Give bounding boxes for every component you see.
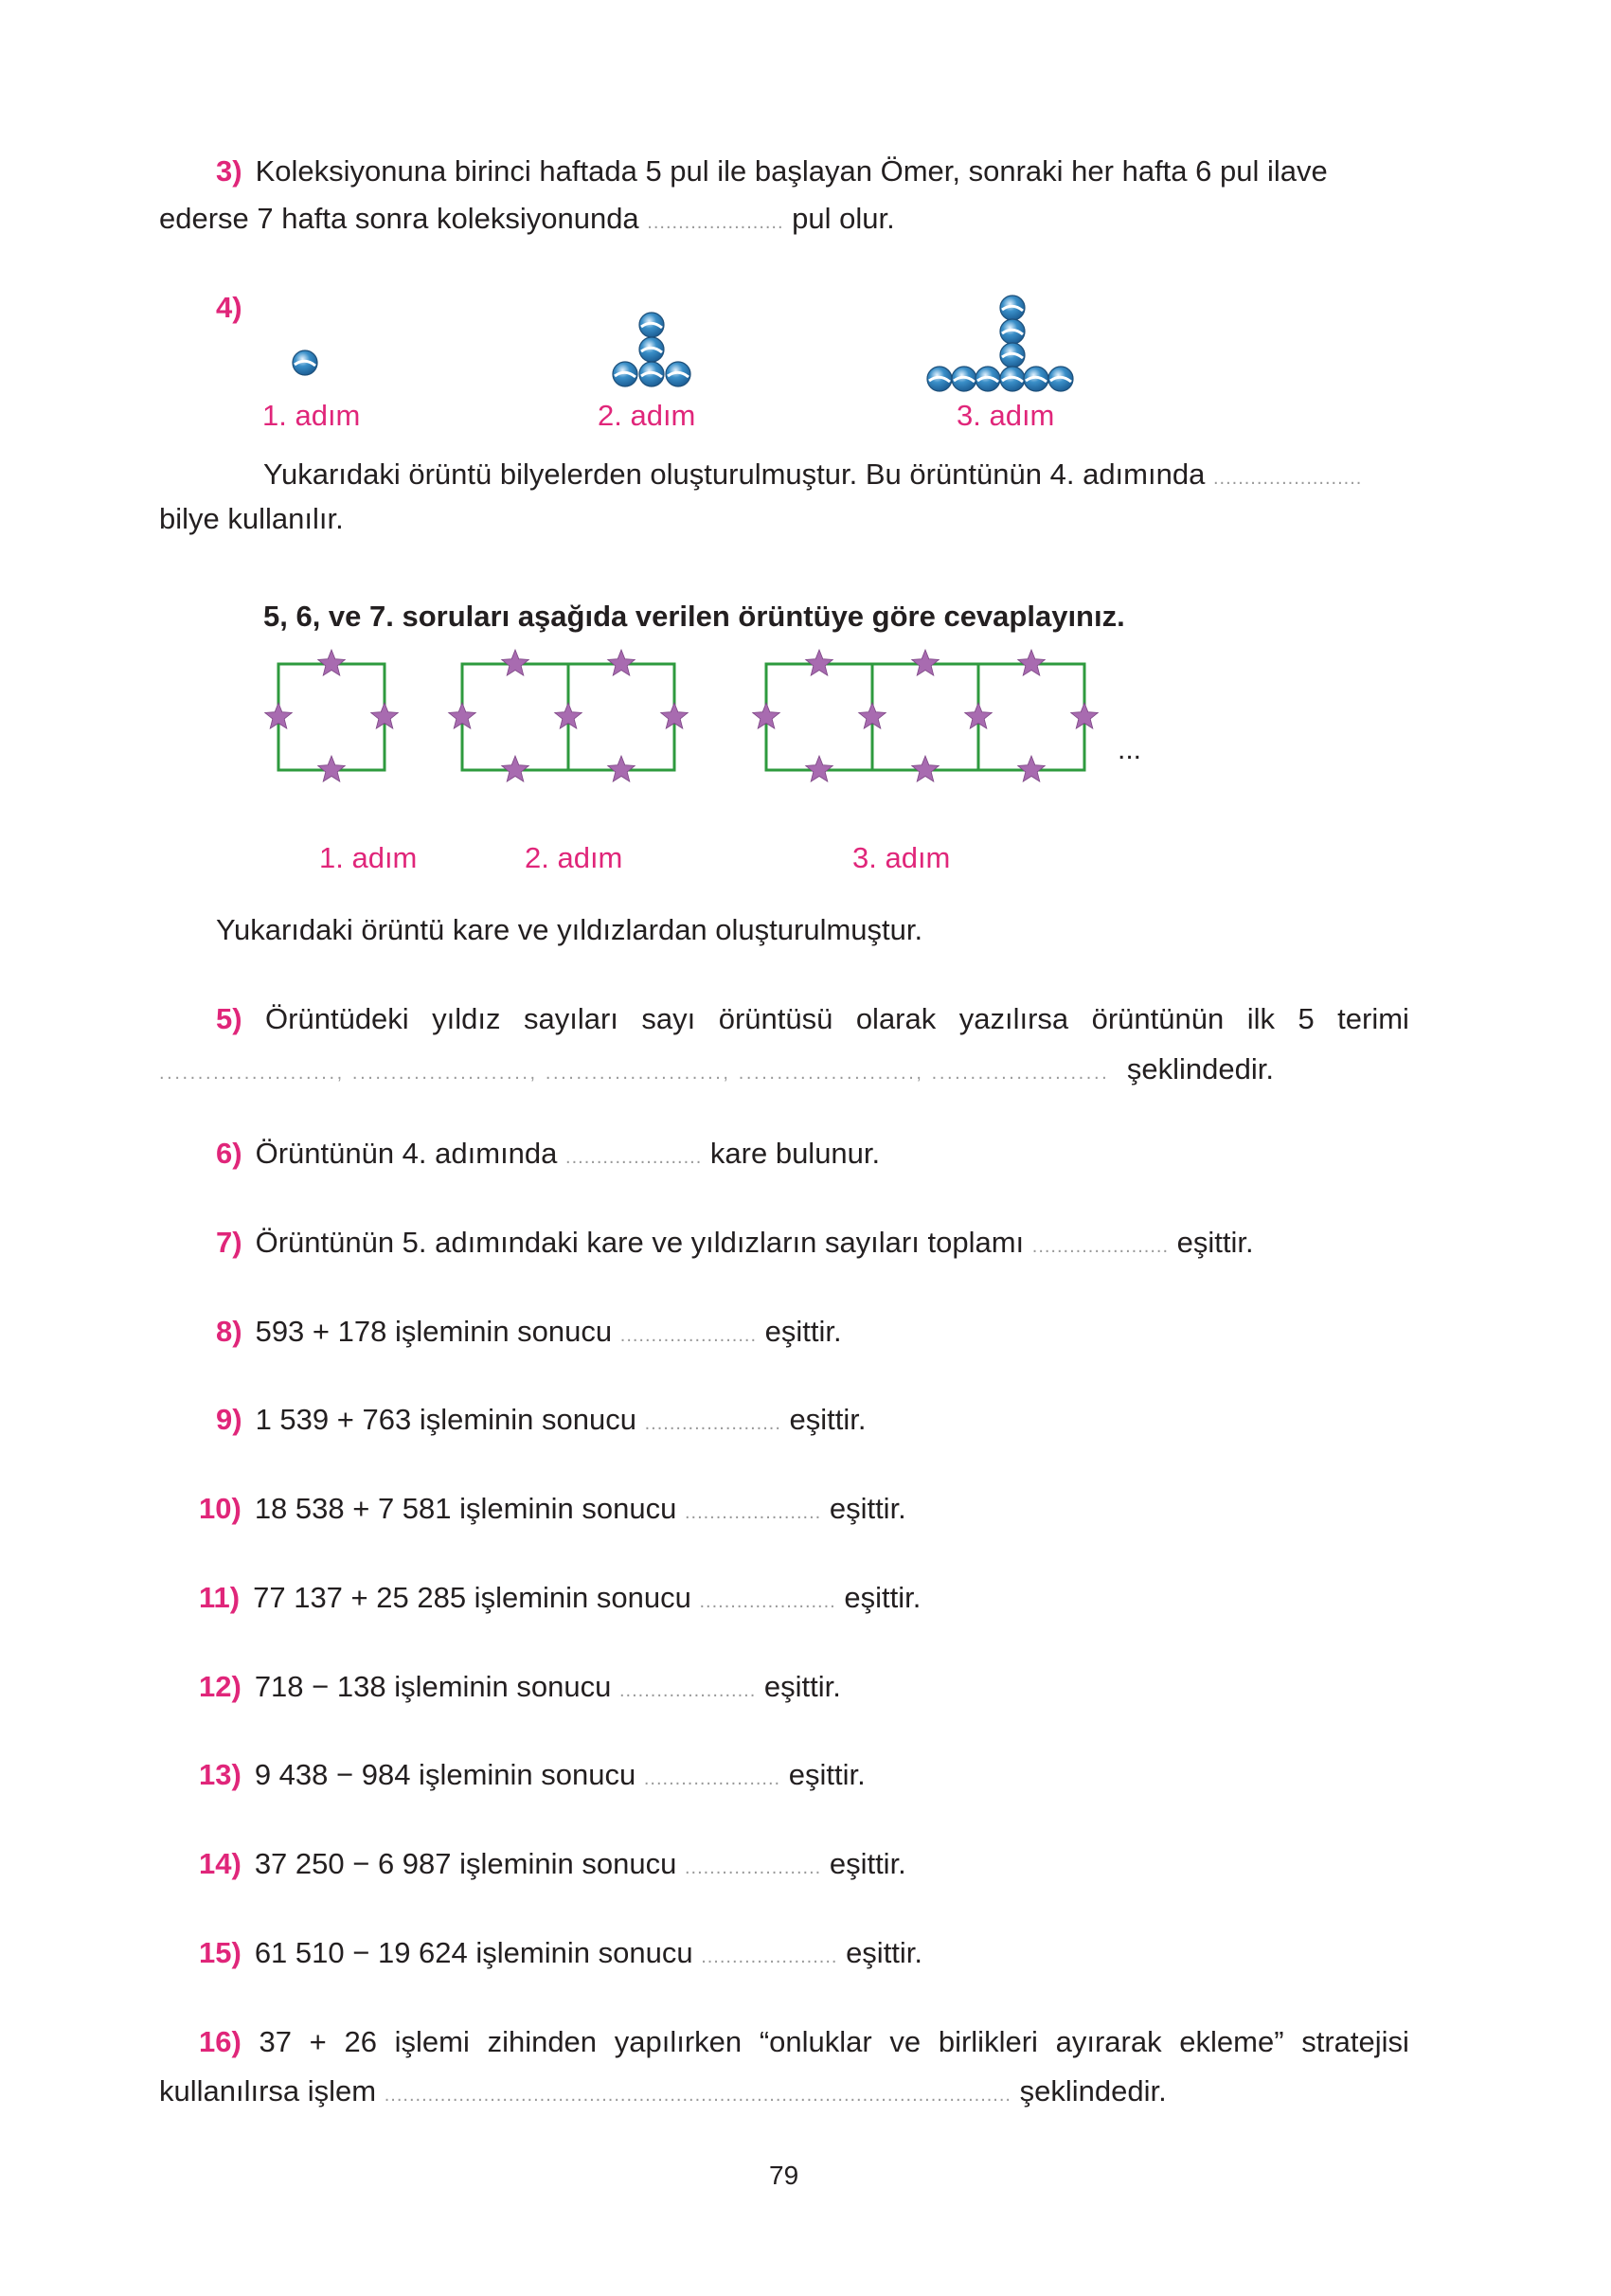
question-15: 15) 61 510 − 19 624 işleminin sonucu ...................... eşittir. [199, 1936, 923, 1969]
question-6: 6) Örüntünün 4. adımında ...................... kare bulunur. [216, 1137, 881, 1170]
star [1018, 756, 1046, 781]
star [502, 650, 529, 675]
star [608, 650, 635, 675]
answer-blank[interactable]: ...................... [684, 1857, 822, 1878]
answer-blank[interactable]: ..................................................................................................... [384, 2085, 1011, 2106]
star [806, 650, 833, 675]
question-13: 13) 9 438 − 984 işleminin sonucu ...................... eşittir. [199, 1758, 866, 1791]
question-number: 3) [216, 154, 242, 188]
answer-blank[interactable]: ...................... [619, 1325, 758, 1346]
answer-blank[interactable]: ...................... [644, 1413, 781, 1434]
answer-blank[interactable]: ...................... [643, 1768, 781, 1789]
question-text: ederse 7 hafta sonra koleksiyonunda [159, 202, 639, 235]
pattern-description: Yukarıdaki örüntü kare ve yıldızlardan oluşturulmuştur. [216, 913, 923, 946]
answer-blank[interactable]: ...................... [565, 1147, 703, 1168]
answer-blank[interactable]: ........................ [1212, 468, 1363, 489]
answer-blank[interactable]: ...................... [701, 1946, 838, 1967]
square-star-pattern [0, 0, 1611, 852]
answer-blank[interactable]: ...................... [647, 212, 784, 233]
section-title: 5, 6, ve 7. soruları aşağıda verilen örüntüye göre cevaplayınız. [263, 600, 1125, 633]
marble-step-label: 1. adım [262, 399, 361, 432]
star [318, 756, 346, 781]
answer-blank[interactable]: ...................... [684, 1502, 822, 1523]
answer-blanks[interactable]: ......................., ......................., ......................., ......................., ....................... [159, 1063, 1110, 1084]
star [502, 756, 529, 781]
answer-blank[interactable]: ...................... [619, 1680, 757, 1701]
question-text: şeklindedir. [1126, 1052, 1274, 1085]
page-number: 79 [769, 2161, 799, 2190]
star [1018, 650, 1046, 675]
question-text: Yukarıdaki örüntü bilyelerden oluşturulmuştur. Bu örüntünün 4. adımında [263, 457, 1206, 491]
pattern-step-label: 2. adım [525, 841, 623, 874]
pattern-continues: ... [1118, 734, 1142, 765]
question-text: Koleksiyonuna birinci haftada 5 pul ile başlayan Ömer, sonraki her hafta 6 pul ilave [255, 154, 1328, 188]
question-5-line-2 [159, 1050, 1274, 1092]
question-text: pul olur. [792, 202, 895, 235]
marble-step-label: 2. adım [598, 399, 696, 432]
question-12: 12) 718 − 138 işleminin sonucu ...................... eşittir. [199, 1670, 841, 1703]
star [806, 756, 833, 781]
star [912, 650, 940, 675]
star [912, 756, 940, 781]
answer-blank[interactable]: ...................... [699, 1591, 836, 1612]
answer-blank[interactable]: ...................... [1031, 1236, 1170, 1257]
question-9: 9) 1 539 + 763 işleminin sonucu ...................... eşittir. [216, 1403, 867, 1436]
pattern-step-label: 3. adım [852, 841, 951, 874]
question-7: 7) Örüntünün 5. adımındaki kare ve yıldızların sayıları toplamı ...................... eşittir. [216, 1226, 1254, 1259]
question-16-line-1: 16) 37 + 26 işlemi zihinden yapılırken “onluklar ve birlikleri ayırarak ekleme” stratejisi [199, 2025, 1409, 2058]
question-10: 10) 18 538 + 7 581 işleminin sonucu ...................... eşittir. [199, 1492, 906, 1525]
star [318, 650, 346, 675]
marble-step-label: 3. adım [957, 399, 1055, 432]
star [608, 756, 635, 781]
square-row [766, 664, 1084, 770]
question-8: 8) 593 + 178 işleminin sonucu ...................... eşittir. [216, 1315, 842, 1348]
question-5-line-1: 5) Örüntüdeki yıldız sayıları sayı örüntüsü olarak yazılırsa örüntünün ilk 5 terimi [216, 1002, 1409, 1035]
question-16-line-2: kullanılırsa işlem ..................................................................................................... şeklindedir. [159, 2074, 1167, 2108]
square-row [278, 664, 385, 770]
question-text: bilye kullanılır. [159, 502, 344, 535]
question-14: 14) 37 250 − 6 987 işleminin sonucu ...................... eşittir. [199, 1847, 906, 1880]
question-4-number: 4) [216, 291, 242, 324]
question-11: 11) 77 137 + 25 285 işleminin sonucu ...................... eşittir. [199, 1581, 922, 1614]
pattern-step-label: 1. adım [319, 841, 418, 874]
